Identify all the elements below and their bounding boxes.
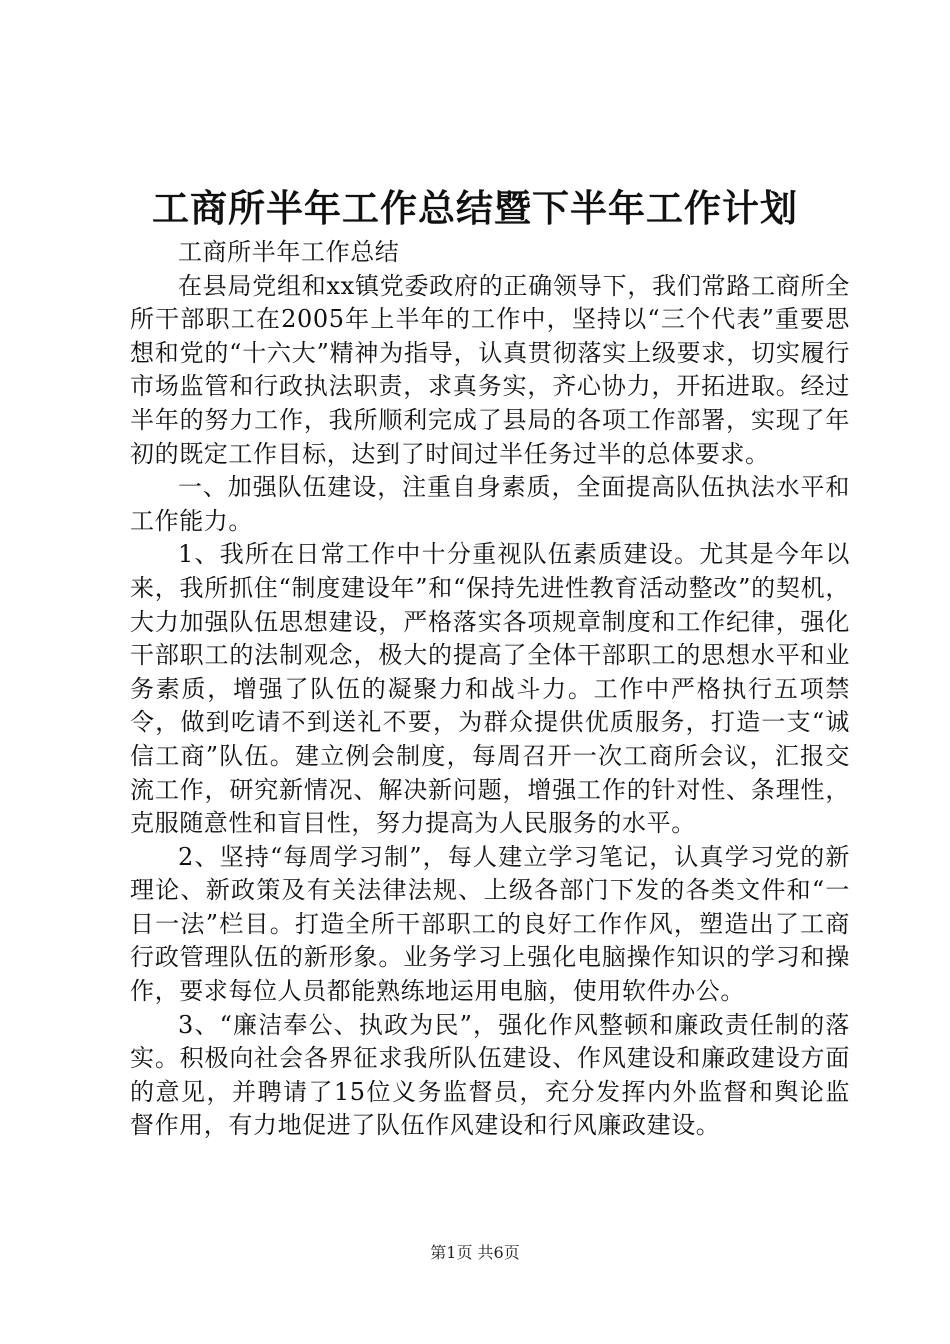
paragraph: 一、加强队伍建设，注重自身素质，全面提高队伍执法水平和工作能力。 [130, 473, 850, 535]
paragraph: 2、坚持“每周学习制”，每人建立学习笔记，认真学习党的新理论、新政策及有关法律法规、上级各部门下发的各类文件和“一日一法”栏目。打造全所干部职工的良好工作作风，塑造出了工商行政管理队伍的新形象。业务学习上强化电脑操作知识的学习和操作，要求每位人员都能熟练地运用电脑，使用软件办公。 [130, 842, 850, 1006]
paragraph: 在县局党组和xx镇党委政府的正确领导下，我们常路工商所全所干部职工在2005年上半年的工作中，坚持以“三个代表”重要思想和党的“十六大”精神为指导，认真贯彻落实上级要求，切实履行市场监管和行政执法职责，求真务实，齐心协力，开拓进取。经过半年的努力工作，我所顺利完成了县局的各项工作部署，实现了年初的既定工作目标，达到了时间过半任务过半的总体要求。 [130, 271, 850, 468]
paragraph: 1、我所在日常工作中十分重视队伍素质建设。尤其是今年以来，我所抓住“制度建设年”和“保持先进性教育活动整改”的契机，大力加强队伍思想建设，严格落实各项规章制度和工作纪律，强化干部职工的法制观念，极大的提高了全体干部职工的思想水平和业务素质，增强了队伍的凝聚力和战斗力。工作中严格执行五项禁令，做到吃请不到送礼不要，为群众提供优质服务，打造一支“诚信工商”队伍。建立例会制度，每周召开一次工商所会议，汇报交流工作，研究新情况、解决新问题，增强工作的针对性、条理性，克服随意性和盲目性，努力提高为人民服务的水平。 [130, 540, 850, 838]
section-heading: 工商所半年工作总结 [178, 238, 400, 266]
document-body [130, 236, 850, 1143]
page-number-footer: 第1页 共6页 [430, 1243, 520, 1262]
paragraph: 3、“廉洁奉公、执政为民”，强化作风整顿和廉政责任制的落实。积极向社会各界征求我所队伍建设、作风建设和廉政建设方面的意见，并聘请了15位义务监督员，充分发挥内外监督和舆论监督作用，有力地促进了队伍作风建设和行风廉政建设。 [130, 1010, 850, 1140]
document-title: 工商所半年工作总结暨下半年工作计划 [152, 186, 798, 230]
